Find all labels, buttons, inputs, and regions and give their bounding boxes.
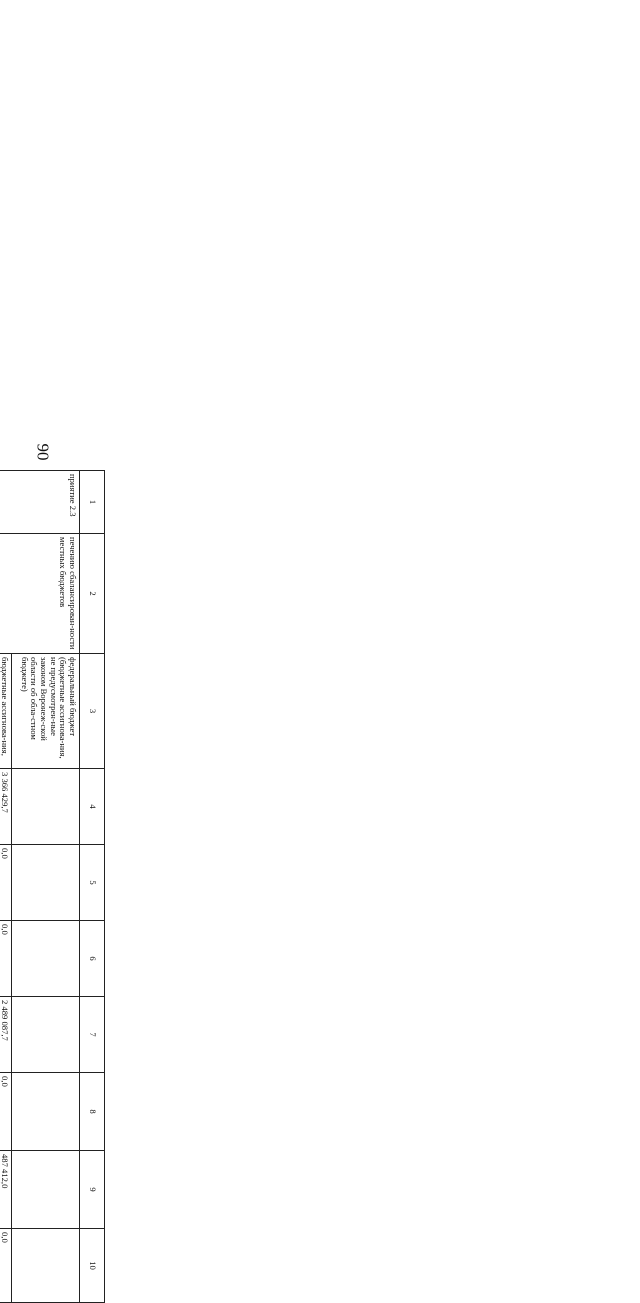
rotated-table-wrapper [0,470,105,1302]
header-cell: 6 [80,921,105,997]
measure-name-cell: печению сбалансирован-ности местных бюджетов [0,534,80,654]
header-cell: 9 [80,1151,105,1229]
header-cell: 10 [80,1229,105,1303]
header-cell: 3 [80,654,105,769]
table-row [12,471,80,1303]
value-cell: 0,0 [0,845,12,921]
page-number: 90 [33,443,53,461]
header-cell: 1 [80,471,105,534]
header-cell: 5 [80,845,105,921]
value-cell: 0,0 [0,1073,12,1151]
source-cell: бюджетные ассигнова-ния, [0,654,12,769]
header-cell: 8 [80,1073,105,1151]
header-row [80,471,105,1303]
header-cell: 4 [80,769,105,845]
source-cell: федеральный бюджет (бюджетные ассигнова-ния, не предусмотрен-ные законом Воронеж-ской области об обла-стном бюджете) [12,654,80,769]
value-cell: 0,0 [0,921,12,997]
header-cell: 7 [80,997,105,1073]
value-cell: 0,0 [0,1229,12,1303]
budget-table [0,470,105,1303]
value-cell: 487 412,0 [0,1151,12,1229]
value-cell: 3 366 429,7 [0,769,12,845]
rotated-table-area [0,30,545,1270]
value-cell: 2 489 087,7 [0,997,12,1073]
measure-cell: приятие 2.3 [0,471,80,534]
header-cell: 2 [80,534,105,654]
